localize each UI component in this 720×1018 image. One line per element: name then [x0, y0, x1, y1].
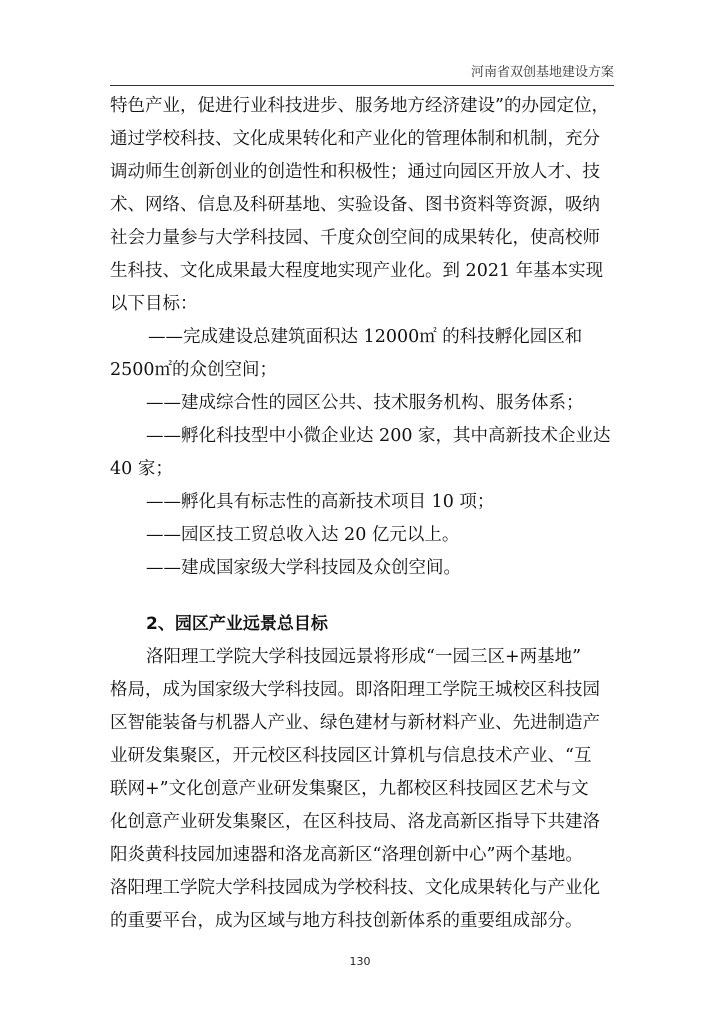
- text-line: 的重要平台，成为区域与地方科技创新体系的重要组成部分。: [110, 911, 583, 931]
- paragraph-section2: [110, 641, 615, 938]
- text-line: 通过学校科技、文化成果转化和产业化的管理体制和机制，充分: [110, 129, 600, 149]
- document-body: [110, 90, 615, 938]
- goal-item: ——孵化具有标志性的高新技术项目 10 项；: [146, 492, 495, 512]
- goal-item: ——建成综合性的园区公共、技术服务机构、服务体系；: [146, 393, 584, 413]
- text-line: 区智能装备与机器人产业、绿色建材与新材料产业、先进制造产: [110, 713, 600, 733]
- goal-item: ——孵化科技型中小微企业达 200 家，其中高新技术企业达: [146, 426, 611, 446]
- text-line: 特色产业，促进行业科技进步、服务地方经济建设”的办园定位，: [110, 96, 609, 116]
- section-spacer: [110, 585, 615, 608]
- text-line: 联网+”文化创意产业研发集聚区，九都校区科技园区艺术与文: [110, 779, 589, 799]
- goal-item-continuation: 40 家；: [110, 459, 173, 479]
- goal-item: ——园区技工贸总收入达 20 亿元以上。: [146, 525, 460, 545]
- text-line: 术、网络、信息及科研基地、实验设备、图书资料等资源，吸纳: [110, 195, 600, 215]
- text-line: 化创意产业研发集聚区，在区科技局、洛龙高新区指导下共建洛: [110, 812, 600, 832]
- text-line: 洛阳理工学院大学科技园远景将形成“一园三区+两基地”: [146, 647, 582, 667]
- page-number: 130: [349, 955, 371, 968]
- text-line: 阳炎黄科技园加速器和洛龙高新区“洛理创新中心”两个基地。: [110, 845, 583, 865]
- goal-item: ——完成建设总建筑面积达 12000㎡ 的科技孵化园区和: [148, 327, 583, 347]
- goals-list: [110, 321, 615, 585]
- header-title: 河南省双创基地建设方案: [470, 65, 614, 80]
- text-line: 调动师生创新创业的创造性和积极性；通过向园区开放人才、技: [110, 162, 600, 182]
- goal-item-continuation: 2500㎡的众创空间；: [110, 360, 278, 380]
- text-line: 业研发集聚区，开元校区科技园区计算机与信息技术产业、“互: [110, 746, 592, 766]
- paragraph-intro: [110, 90, 615, 321]
- text-line: 洛阳理工学院大学科技园成为学校科技、文化成果转化与产业化: [110, 878, 600, 898]
- goal-item: ——建成国家级大学科技园及众创空间。: [146, 558, 461, 578]
- text-line: 以下目标：: [110, 294, 198, 314]
- text-line: 生科技、文化成果最大程度地实现产业化。到 2021 年基本实现: [110, 261, 604, 281]
- text-line: 格局，成为国家级大学科技园。即洛阳理工学院王城校区科技园: [110, 680, 600, 700]
- section-heading: 2、园区产业远景总目标: [146, 614, 328, 634]
- text-line: 社会力量参与大学科技园、千度众创空间的成果转化，使高校师: [110, 228, 600, 248]
- page-header: [110, 57, 614, 86]
